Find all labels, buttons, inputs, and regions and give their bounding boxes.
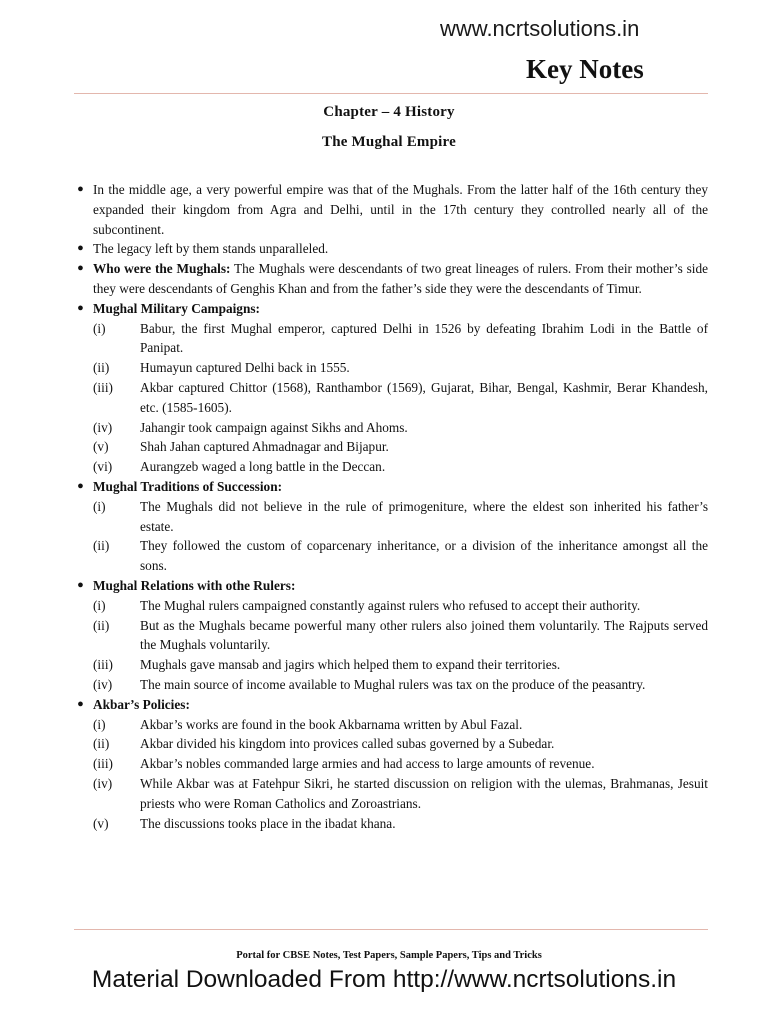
list-item-text: Akbar captured Chittor (1568), Ranthambor (1569), Gujarat, Bihar, Bengal, Kashmir, Berar Khandesh, etc. (1585-1605). bbox=[140, 379, 708, 415]
bullet-point bbox=[68, 695, 708, 715]
list-item bbox=[93, 378, 708, 418]
list-item bbox=[93, 734, 708, 754]
list-item-number: (iv) bbox=[93, 676, 113, 692]
list-item-text: The Mughals did not believe in the rule of primogeniture, where the eldest son inherited his father’s estate. bbox=[140, 498, 708, 534]
list-item bbox=[93, 437, 708, 457]
topic-title: The Mughal Empire bbox=[322, 134, 456, 150]
chapter-title: Chapter – 4 History bbox=[323, 104, 455, 120]
list-item bbox=[93, 319, 708, 359]
bullet-text: The Mughals were descendants of two great lineages of rulers. From their mother’s side they were descendants of Genghis Khan and from the father’s side they were the descendants of Timur. bbox=[93, 261, 708, 296]
bullet-icon: ● bbox=[77, 578, 84, 591]
list-item-number: (ii) bbox=[93, 736, 110, 752]
list-item-number: (i) bbox=[93, 716, 106, 732]
list-item bbox=[93, 675, 708, 695]
list-item bbox=[93, 814, 708, 834]
list-item-text: Jahangir took campaign against Sikhs and Ahoms. bbox=[140, 419, 408, 435]
bullet-point bbox=[68, 180, 708, 239]
list-item-text: They followed the custom of coparcenary inheritance, or a division of the inheritance amongst all the sons. bbox=[140, 538, 708, 574]
list-item-text: Mughals gave mansab and jagirs which helped them to expand their territories. bbox=[140, 657, 561, 673]
list-item-number: (v) bbox=[93, 439, 109, 455]
footer-rule bbox=[74, 929, 708, 930]
footer-portal-note: Portal for CBSE Notes, Test Papers, Sample Papers, Tips and Tricks bbox=[236, 950, 542, 961]
list-item-text: Babur, the first Mughal emperor, captured Delhi in 1526 by defeating Ibrahim Lodi in the Battle of Panipat. bbox=[140, 320, 708, 356]
list-item-number: (iii) bbox=[93, 657, 113, 673]
bullet-icon: ● bbox=[77, 242, 84, 255]
bullet-point bbox=[68, 576, 708, 596]
list-item bbox=[93, 754, 708, 774]
bullet-text: In the middle age, a very powerful empire was that of the Mughals. From the latter half of the 16th century they expanded their kingdom from Agra and Delhi, until in the 17th century they controlled nearly all of the subcontinent. bbox=[93, 182, 708, 237]
list-item-text: Aurangzeb waged a long battle in the Deccan. bbox=[140, 459, 386, 475]
bullet-point bbox=[68, 259, 708, 299]
list-item-number: (i) bbox=[93, 320, 106, 336]
list-item-text: Shah Jahan captured Ahmadnagar and Bijapur. bbox=[140, 439, 389, 455]
list-item-number: (ii) bbox=[93, 538, 110, 554]
section-heading: Mughal Military Campaigns: bbox=[93, 300, 260, 316]
section-heading: Mughal Traditions of Succession: bbox=[93, 478, 283, 494]
bullet-point bbox=[68, 477, 708, 497]
list-item-number: (i) bbox=[93, 597, 106, 613]
site-url[interactable]: www.ncrtsolutions.in bbox=[440, 16, 640, 41]
list-item-number: (v) bbox=[93, 815, 109, 831]
list-item-number: (ii) bbox=[93, 617, 110, 633]
bullet-icon: ● bbox=[77, 183, 84, 195]
list-item-number: (iii) bbox=[93, 756, 113, 772]
notes-content bbox=[68, 180, 708, 833]
bullet-icon: ● bbox=[77, 479, 84, 492]
list-item-number: (iv) bbox=[93, 419, 113, 435]
list-item-text: While Akbar was at Fatehpur Sikri, he started discussion on religion with the ulemas, Brahmanas, Jesuit priests who were Roman Catholics and Zoroastrians. bbox=[140, 775, 708, 811]
list-item bbox=[93, 418, 708, 438]
list-item-text: Akbar’s works are found in the book Akbarnama written by Abul Fazal. bbox=[140, 716, 523, 732]
list-item-number: (i) bbox=[93, 498, 106, 514]
section-heading: Mughal Relations with othe Rulers: bbox=[93, 577, 296, 593]
list-item-text: The discussions tooks place in the ibadat khana. bbox=[140, 815, 396, 831]
section-heading: Who were the Mughals: bbox=[93, 261, 231, 277]
list-item-text: The main source of income available to Mughal rulers was tax on the produce of the peasantry. bbox=[140, 676, 646, 692]
list-item bbox=[93, 616, 708, 656]
list-item bbox=[93, 457, 708, 477]
bullet-point bbox=[68, 239, 708, 259]
list-item-text: The Mughal rulers campaigned constantly against rulers who refused to accept their authority. bbox=[140, 597, 641, 613]
list-item-text: But as the Mughals became powerful many other rulers also joined them voluntarily. The Rajputs served the Mughals voluntarily. bbox=[140, 617, 708, 653]
list-item-text: Akbar divided his kingdom into provices called subas governed by a Subedar. bbox=[140, 736, 555, 752]
list-item bbox=[93, 536, 708, 576]
list-item-number: (iv) bbox=[93, 775, 113, 791]
key-notes-label: Key Notes bbox=[526, 54, 644, 84]
bullet-icon: ● bbox=[77, 697, 84, 710]
list-item bbox=[93, 497, 708, 537]
list-item-number: (vi) bbox=[93, 459, 113, 475]
list-item bbox=[93, 358, 708, 378]
bullet-point bbox=[68, 299, 708, 319]
list-item bbox=[93, 596, 708, 616]
download-banner[interactable]: Material Downloaded From http://www.ncrtsolutions.in bbox=[91, 966, 677, 993]
bullet-icon: ● bbox=[77, 262, 84, 275]
list-item bbox=[93, 774, 708, 814]
list-item bbox=[93, 655, 708, 675]
bullet-icon: ● bbox=[77, 301, 84, 314]
list-item-number: (iii) bbox=[93, 379, 113, 395]
list-item-number: (ii) bbox=[93, 360, 110, 376]
bullet-text: The legacy left by them stands unparalleled. bbox=[93, 241, 329, 257]
header-rule bbox=[74, 93, 708, 94]
section-heading: Akbar’s Policies: bbox=[93, 696, 190, 712]
list-item bbox=[93, 715, 708, 735]
list-item-text: Akbar’s nobles commanded large armies and had access to large amounts of revenue. bbox=[140, 756, 595, 772]
list-item-text: Humayun captured Delhi back in 1555. bbox=[140, 360, 350, 376]
